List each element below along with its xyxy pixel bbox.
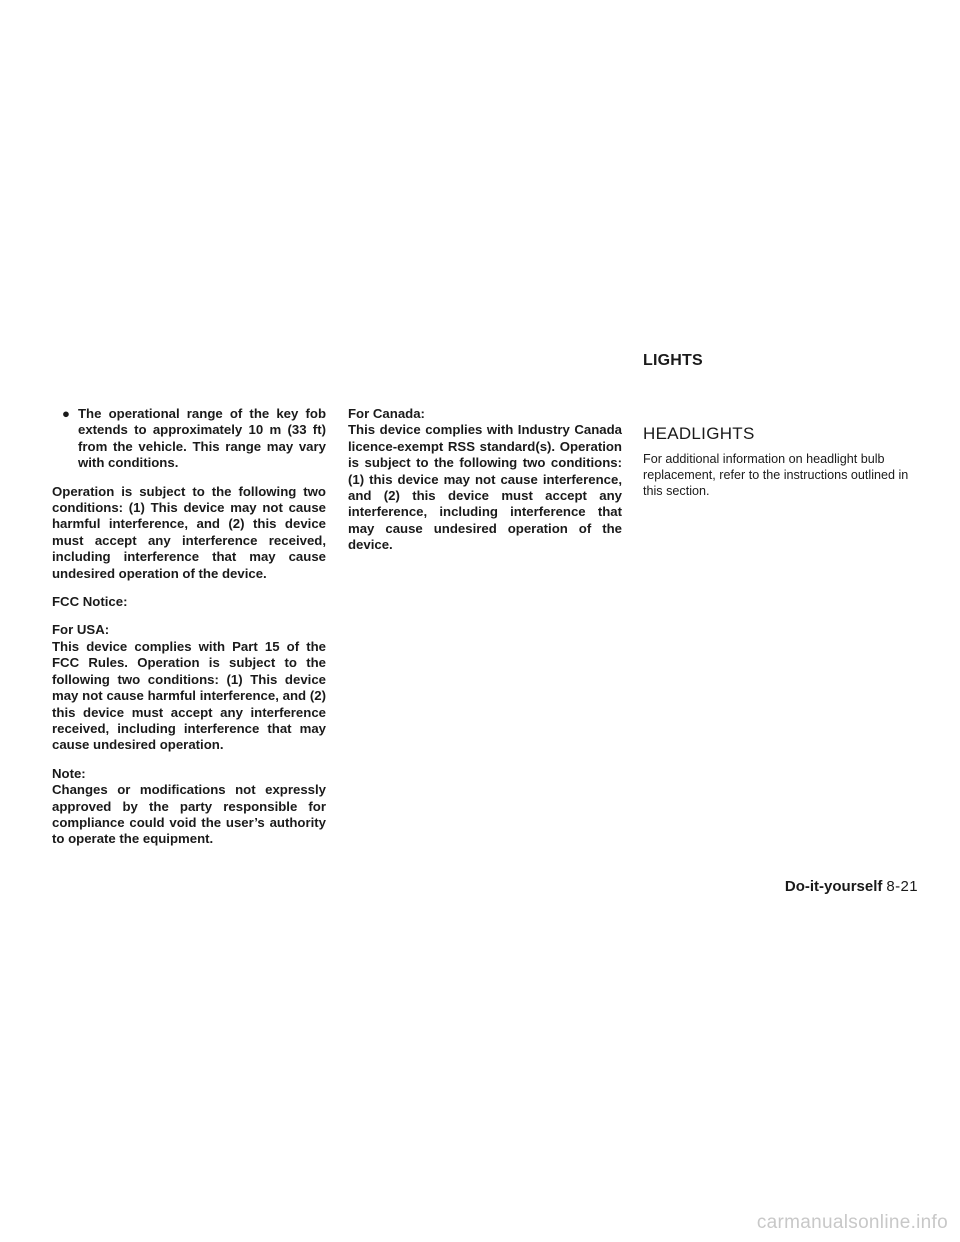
page-footer (738, 878, 918, 895)
note-text: Changes or modifications not expressly approved by the party responsible for compliance could void the user’s authority to operate the equipment. (52, 782, 326, 847)
bullet-dot-icon: ● (62, 406, 70, 421)
headlights-text: For additional information on headlight bulb replacement, refer to the instructions outlined in this section. (643, 452, 909, 499)
fcc-notice-heading: FCC Notice: (52, 594, 128, 610)
headlights-heading: HEADLIGHTS (643, 424, 755, 443)
footer-section-label: Do-it-yourself (784, 878, 883, 895)
bullet-text: The operational range of the key fob extends to approximately 10 m (33 ft) from the vehicle. This range may vary with conditions. (78, 406, 326, 471)
note-block (52, 766, 326, 848)
column-left (52, 406, 326, 860)
usa-heading: For USA: (52, 622, 110, 638)
watermark: carmanualsonline.info (756, 1212, 948, 1233)
usa-block (52, 622, 326, 753)
column-middle (348, 406, 622, 566)
bullet-item (52, 406, 326, 472)
canada-heading: For Canada: (348, 406, 425, 421)
section-title: LIGHTS (643, 352, 703, 369)
page-number: 8-21 (886, 878, 918, 895)
operation-conditions-paragraph: Operation is subject to the following two conditions: (1) This device may not cause harmful interference, and (2) this device must accept any interference received, including interference that may cause undesired operation of the device. (52, 483, 326, 581)
column-right (643, 426, 917, 511)
canada-block (348, 406, 622, 554)
usa-text: This device complies with Part 15 of the FCC Rules. Operation is subject to the following two conditions: (1) This device may not cause harmful interference, and (2) this device must accept any interference received, including interference that may cause undesired operation. (52, 638, 326, 753)
note-heading: Note: (52, 765, 86, 781)
canada-text: This device complies with Industry Canada licence-exempt RSS standard(s). Operation is subject to the following two conditions: (1) this device may not cause interference, and (2) this device must accept any interference, including interference that may cause undesired operation of the device. (348, 422, 622, 553)
